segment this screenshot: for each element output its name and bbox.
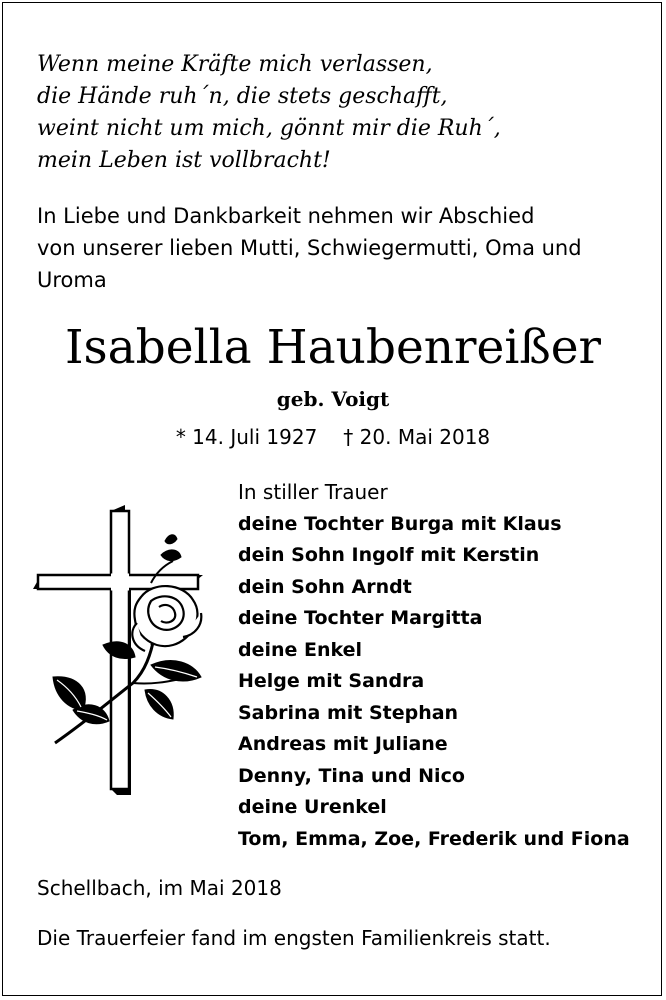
mourner-entry: dein Sohn Ingolf mit Kerstin bbox=[238, 544, 540, 566]
farewell-line: von unserer lieben Mutti, Schwiegermutti, Oma und bbox=[37, 236, 582, 260]
mourner-entry: deine Enkel bbox=[238, 638, 363, 661]
poem-line: die Hände ruh´n, die stets geschafft, bbox=[37, 84, 448, 109]
mourner-entry: Tom, Emma, Zoe, Frederik und Fiona bbox=[238, 827, 630, 850]
place-date: Schellbach, im Mai 2018 bbox=[37, 876, 282, 900]
mourner-entry: deine Urenkel bbox=[238, 796, 387, 818]
farewell-line: In Liebe und Dankbarkeit nehmen wir Abschied bbox=[37, 204, 535, 228]
funeral-notice: Die Trauerfeier fand im engsten Familienkreis statt. bbox=[37, 926, 551, 950]
mourner-entry: Andreas mit Juliane bbox=[238, 733, 448, 755]
mourner-entry: deine Tochter Margitta bbox=[238, 607, 483, 629]
mourners-list bbox=[238, 477, 658, 855]
deceased-name: Isabella Haubenreißer bbox=[64, 320, 602, 375]
mourners-heading: In stiller Trauer bbox=[238, 480, 388, 504]
mourner-entry: Sabrina mit Stephan bbox=[238, 701, 459, 724]
mourner-entry: Helge mit Sandra bbox=[238, 670, 425, 692]
cross-with-rose-icon bbox=[33, 505, 213, 795]
mourner-entry: deine Tochter Burga mit Klaus bbox=[238, 512, 562, 535]
farewell-text bbox=[37, 200, 647, 296]
mourner-entry: dein Sohn Arndt bbox=[238, 575, 412, 598]
poem-line: Wenn meine Kräfte mich verlassen, bbox=[37, 52, 433, 77]
farewell-line: Uroma bbox=[37, 268, 107, 292]
poem bbox=[37, 49, 637, 177]
poem-line: mein Leben ist vollbracht! bbox=[37, 148, 331, 173]
birth-date: * 14. Juli 1927 bbox=[175, 425, 318, 449]
birth-name: geb. Voigt bbox=[276, 387, 390, 411]
poem-line: weint nicht um mich, gönnt mir die Ruh´, bbox=[37, 116, 501, 141]
mourner-entry: Denny, Tina und Nico bbox=[238, 764, 465, 787]
death-date: † 20. Mai 2018 bbox=[343, 425, 491, 449]
life-dates bbox=[0, 422, 666, 452]
